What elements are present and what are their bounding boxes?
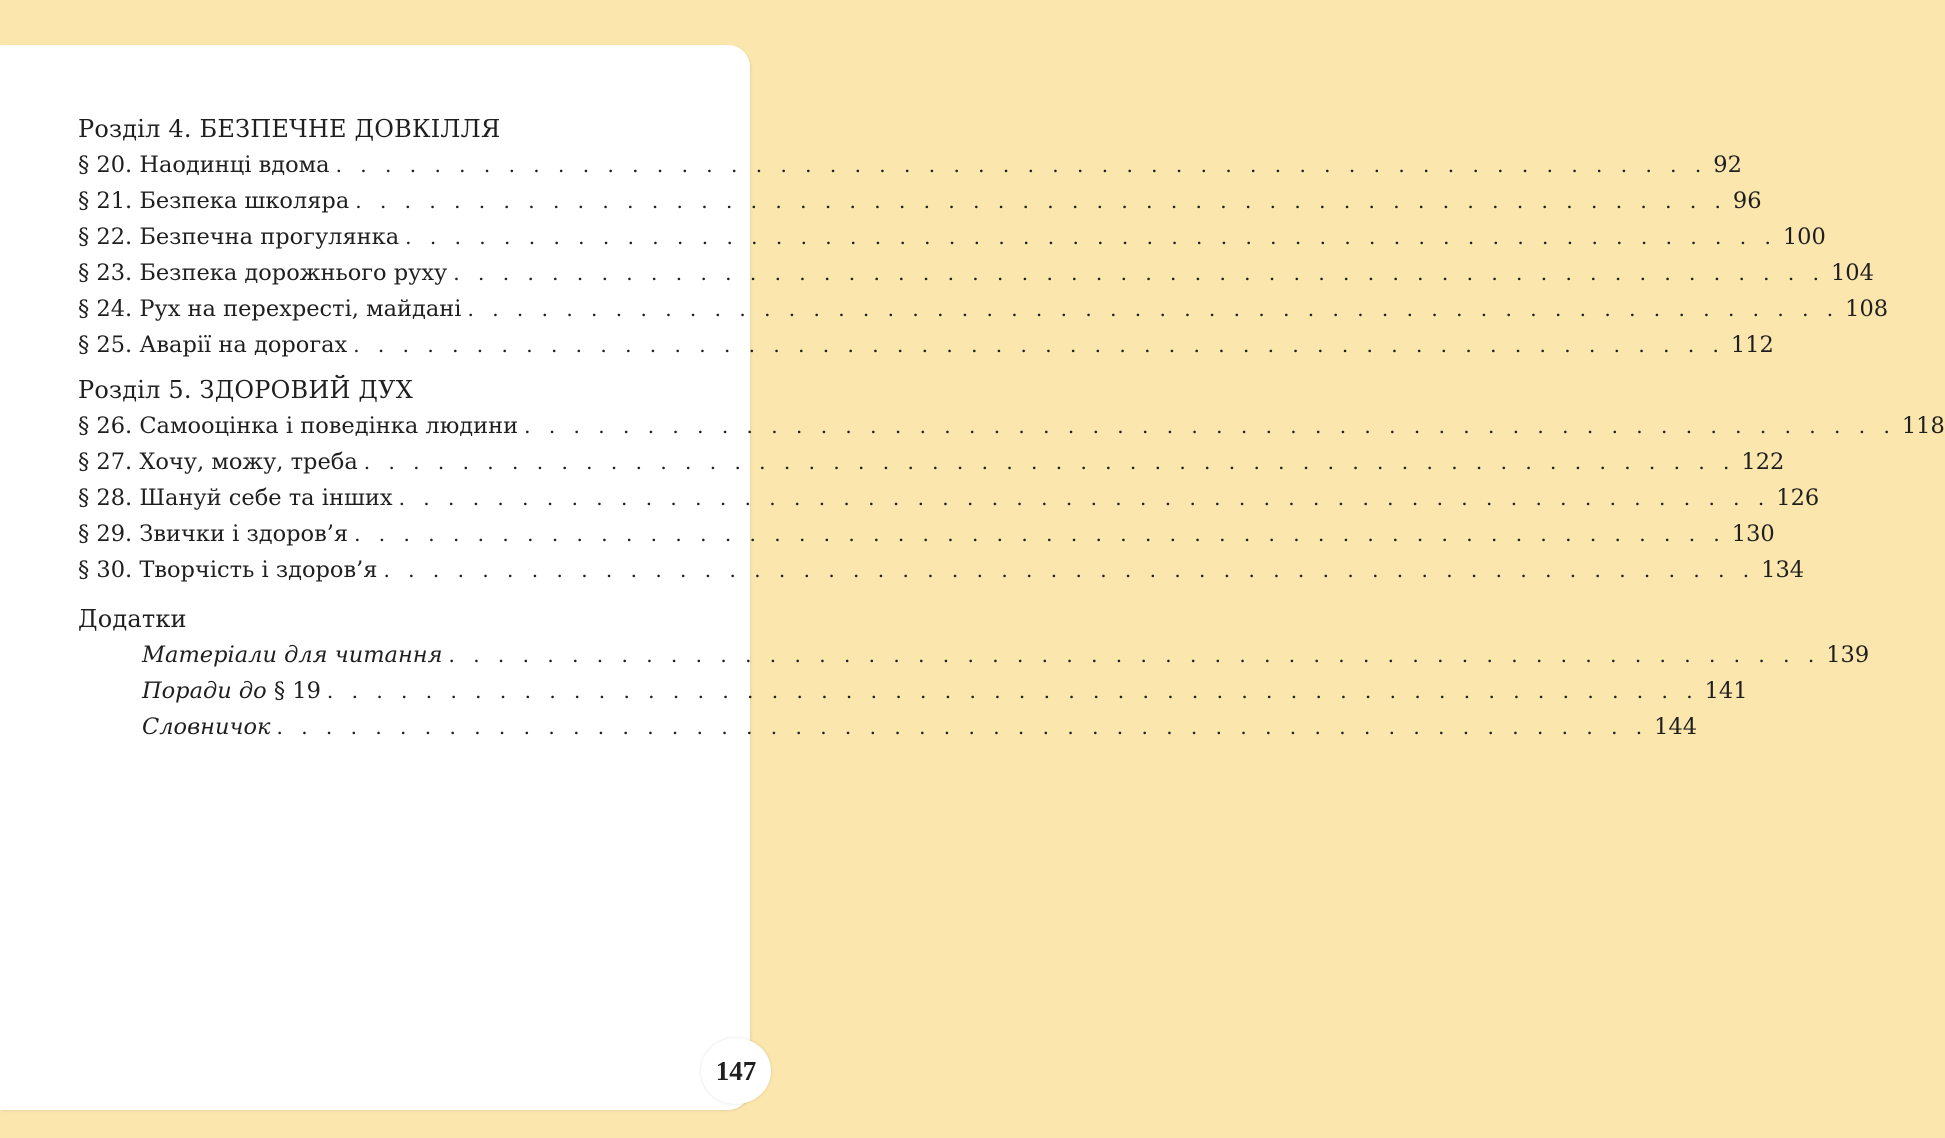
- toc-entry: [78, 480, 1820, 516]
- leader-dots: . . . . . . . . . . . . . . . . . . . . . . . . . . . . . . . . . . . . . . . . . . . . . . . . . . . . . . . .: [276, 715, 1649, 739]
- section-4-heading: Розділ 4. БЕЗПЕЧНЕ ДОВКІЛЛЯ: [78, 115, 501, 143]
- toc-entry-page: 104: [1830, 260, 1874, 286]
- leader-dots: . . . . . . . . . . . . . . . . . . . . . . . . . . . . . . . . . . . . . . . . . . . . . . . . . . . . . . . .: [405, 225, 1777, 249]
- toc-entry-title: Матеріали для читання: [142, 642, 443, 668]
- toc-entry: [78, 709, 1698, 745]
- toc-entry-title-italic: Поради до: [142, 678, 267, 704]
- leader-dots: . . . . . . . . . . . . . . . . . . . . . . . . . . . . . . . . . . . . . . . . . . . . . . . . . . . . . . . .: [383, 558, 1756, 582]
- toc-entry-title-plain: § 19: [266, 678, 321, 704]
- leader-dots: . . . . . . . . . . . . . . . . . . . . . . . . . . . . . . . . . . . . . . . . . . . . . . . . . . . . . . . .: [354, 522, 1726, 546]
- toc-entry-page: 118: [1901, 413, 1945, 439]
- toc-entry-page: 134: [1761, 557, 1805, 583]
- appendix-list: [78, 637, 1870, 745]
- toc-entry: [78, 516, 1775, 552]
- book-page: [0, 45, 1945, 1110]
- toc-entry-title: § 30. Творчість і здоров’я: [78, 557, 378, 583]
- toc-entry: [78, 183, 1762, 219]
- toc-entry-title: § 23. Безпека дорожнього руху: [78, 260, 448, 286]
- appendix-heading: Додатки: [78, 605, 187, 633]
- toc-entry-title: [142, 673, 321, 709]
- toc-entry-title: § 27. Хочу, можу, треба: [78, 449, 358, 475]
- leader-dots: . . . . . . . . . . . . . . . . . . . . . . . . . . . . . . . . . . . . . . . . . . . . . . . . . . . . . . . .: [363, 450, 1736, 474]
- toc-entry: [78, 673, 1748, 709]
- toc-entry-title: § 26. Самооцінка і поведінка людини: [78, 413, 519, 439]
- leader-dots: . . . . . . . . . . . . . . . . . . . . . . . . . . . . . . . . . . . . . . . . . . . . . . . . . . . . . . . .: [326, 679, 1699, 703]
- toc-entry: [78, 552, 1805, 588]
- toc-entry-title: § 21. Безпека школяра: [78, 188, 350, 214]
- toc-entry-title: § 20. Наодинці вдома: [78, 152, 330, 178]
- leader-dots: . . . . . . . . . . . . . . . . . . . . . . . . . . . . . . . . . . . . . . . . . . . . . . . . . . . . . . . .: [467, 297, 1840, 321]
- toc-entry-page: 141: [1704, 678, 1748, 704]
- toc-entry: [78, 327, 1774, 363]
- leader-dots: . . . . . . . . . . . . . . . . . . . . . . . . . . . . . . . . . . . . . . . . . . . . . . . . . . . . . . . .: [398, 486, 1771, 510]
- leader-dots: . . . . . . . . . . . . . . . . . . . . . . . . . . . . . . . . . . . . . . . . . . . . . . . . . . . . . . . .: [524, 414, 1896, 438]
- page-number-badge: 147: [701, 1038, 771, 1104]
- toc-entry-title: § 25. Аварії на дорогах: [78, 332, 348, 358]
- toc-entry-page: 108: [1845, 296, 1889, 322]
- leader-dots: . . . . . . . . . . . . . . . . . . . . . . . . . . . . . . . . . . . . . . . . . . . . . . . . . . . . . . . .: [453, 261, 1825, 285]
- toc-entry-page: 92: [1713, 152, 1742, 178]
- toc-entry: [78, 147, 1742, 183]
- toc-entry-page: 130: [1731, 521, 1775, 547]
- toc-entry-page: 144: [1654, 714, 1698, 740]
- toc-entry-page: 100: [1782, 224, 1826, 250]
- toc-entry-page: 96: [1732, 188, 1762, 214]
- toc-entry: [78, 637, 1870, 673]
- table-of-contents: [78, 111, 1945, 745]
- section-5-heading: Розділ 5. ЗДОРОВИЙ ДУХ: [78, 376, 413, 404]
- toc-entry: [78, 255, 1874, 291]
- leader-dots: . . . . . . . . . . . . . . . . . . . . . . . . . . . . . . . . . . . . . . . . . . . . . . . . . . . . . . . .: [353, 333, 1725, 357]
- toc-entry: [78, 408, 1945, 444]
- leader-dots: . . . . . . . . . . . . . . . . . . . . . . . . . . . . . . . . . . . . . . . . . . . . . . . . . . . . . . . .: [355, 189, 1727, 213]
- toc-entry-title: § 28. Шануй себе та інших: [78, 485, 393, 511]
- toc-entry-page: 139: [1826, 642, 1870, 668]
- leader-dots: . . . . . . . . . . . . . . . . . . . . . . . . . . . . . . . . . . . . . . . . . . . . . . . . . . . . . . . .: [335, 153, 1708, 177]
- toc-entry: [78, 291, 1889, 327]
- toc-entry: [78, 219, 1826, 255]
- toc-entry-title: Словничок: [142, 714, 271, 740]
- toc-entry-title: § 29. Звички і здоров’я: [78, 521, 349, 547]
- toc-entry-title: § 22. Безпечна прогулянка: [78, 224, 400, 250]
- toc-entry-title: § 24. Рух на перехресті, майдані: [78, 296, 462, 322]
- toc-entry-page: 126: [1776, 485, 1820, 511]
- toc-entry-page: 122: [1741, 449, 1785, 475]
- toc-entry: [78, 444, 1785, 480]
- toc-entry-page: 112: [1730, 332, 1774, 358]
- leader-dots: . . . . . . . . . . . . . . . . . . . . . . . . . . . . . . . . . . . . . . . . . . . . . . . . . . . . . . . .: [448, 643, 1821, 667]
